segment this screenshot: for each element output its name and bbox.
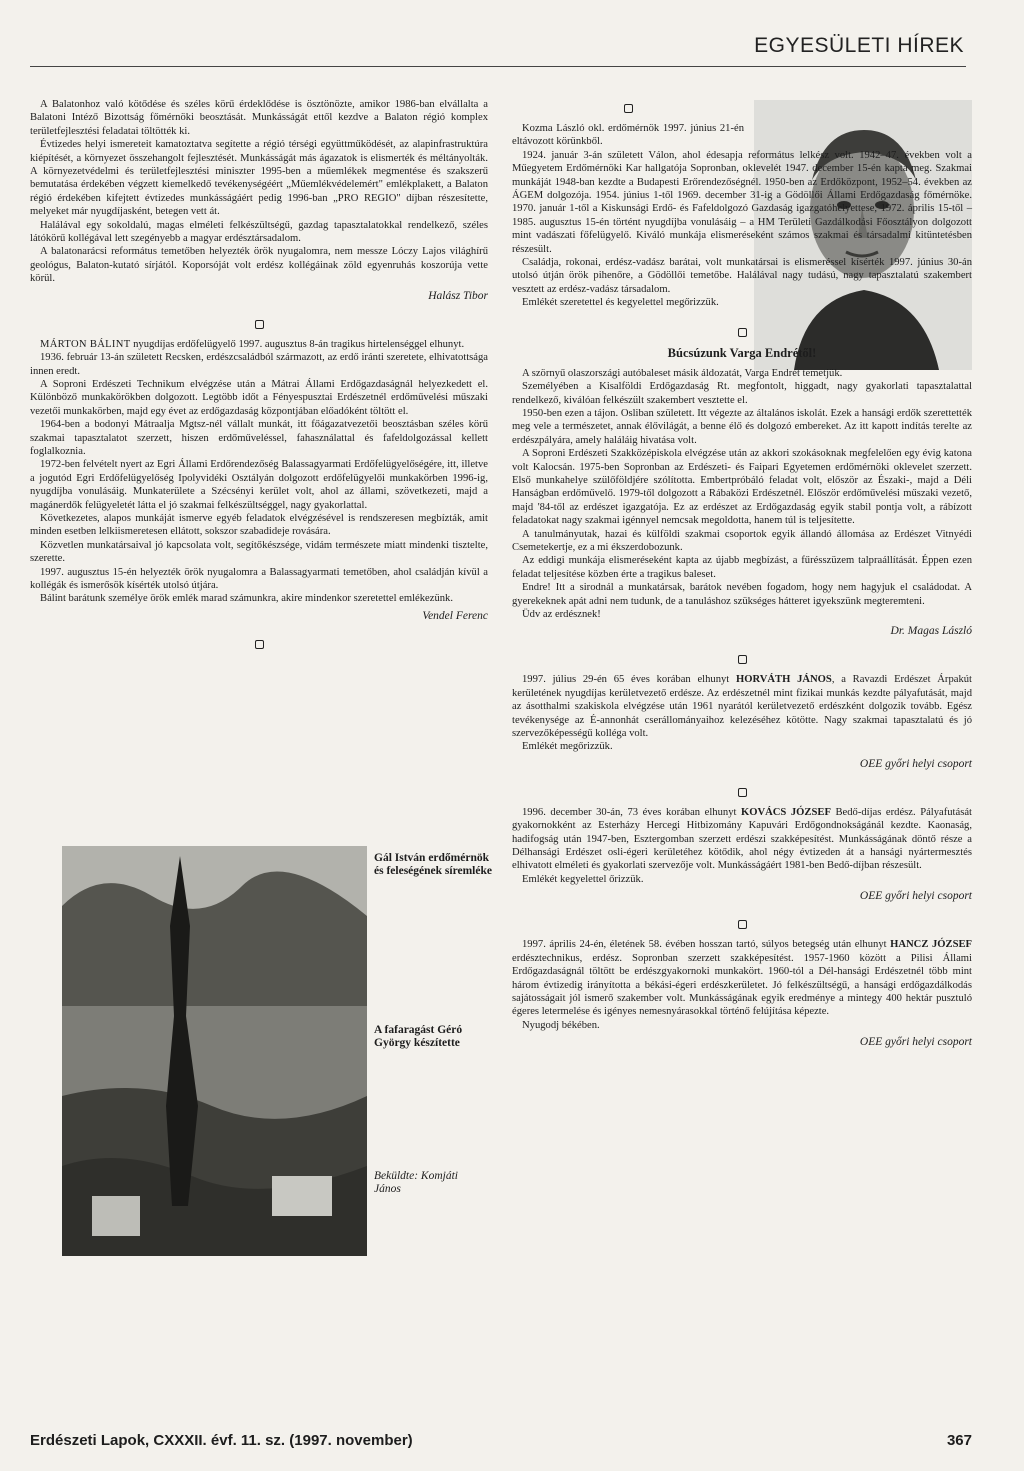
- varga-paragraph: A Soproni Erdészeti Szakközépiskola elvégzése után az akkori szokásoknak megfelelően egy évig katona volt Kalocsán. 1975-ben Sopronban az Erdészeti- és Faipari Egyetemen erdőmérnöki oklevelet szerzett. Első munkahelye szülőföldjére szólította. Embertpróbáló feladat volt, először az Északi-, majd a Déli Hanságban erdőművelő. 1979-től dolgozott a Rábaközi Erdészetnél. Először erdőművelési műszaki vezető, majd '84-től az erdészet igazgatója. Ez az erdészet az Erdőgazdaság egyik stabil pontja volt, a rábízott feladatokat nagy szakmai igénnyel nemcsak megoldotta, hanem túl is teljesítette.: [512, 448, 972, 527]
- balaton-paragraph: Halálával egy sokoldalú, magas elméleti felkészültségű, gazdag tapasztalatokkal rendelkező, széles látókörű kollégával lett szegényebb a magyar erdésztársadalom.: [30, 219, 488, 245]
- obituary-text: Bedő-díjas erdész. Pályafutását gyakornokként az Esterházy Hercegi Hitbizomány Kapuvári Erdőgondnokságánál kezdte. Kaonaság, hadifogság után 1947-ben, Esztergomban szerzett erdészi szakképesítést. Munkásságának döntő része a Délhansági Erdészet osli-égeri kerületéhez kötődik, ahol négy évtizeden át a hansági nyártermesztés elhivatott elméleti és gyakorlati szervezője volt. Munkásságáért 1981-ben Bedő-díjban részesült.: [512, 806, 972, 872]
- marton-paragraph: 1936. február 13-án született Recsken, erdészcsaládból származott, az erdő iránti szeretete, elhivatottsága innen eredt.: [30, 352, 488, 377]
- separator-icon: [512, 916, 972, 926]
- deceased-name: HANCZ JÓZSEF: [890, 939, 972, 951]
- kovacs-paragraph: [512, 806, 972, 873]
- varga-paragraph: A tanulmányutak, hazai és külföldi szakmai csoportok egyik állandó állomása az Erdészet Vitnyédi Csemetekertje, ez a mi ékszerdobozunk.: [512, 528, 972, 553]
- obituary-text: , a Ravazdi Erdészet Árpakút kerületének nyugdíjas kerületvezető erdésze. Az erdészetnél mint fizikai munkás kezdte pályafutását, majd az ásotthalmi szakiskola elvégzése után 1961 nyarától kerületvezető erdészként dolgozik tovább. Egész tevékenysége az É-annonhát cserállományaihoz kelezéséhez kötötte. Nagy szakmai tapasztalatú és jó szervezőképességű kolléga volt.: [512, 674, 972, 740]
- left-column: [30, 98, 488, 658]
- signature: Dr. Magas László: [890, 625, 972, 638]
- closing-line: Emlékét megőrizzük.: [522, 741, 613, 753]
- marton-paragraph: 1964-ben a bodonyi Mátraalja Mgtsz-nél vállalt munkát, itt főágazatvezetői beosztásban széles körű szakmai tapasztalatot szerzett, hiszen erdőműveléssel, fahasználattal és fafeldolgozással kellett foglalkoznia.: [30, 419, 488, 457]
- varga-paragraph: 1950-ben ezen a tájon. Osliban született. Itt végezte az általános iskolát. Ezek a hansági erdők szerettették meg vele a természetet, annak élővilágát, a benne élő és dolgozó embereket. Az itt kapott indítás terelte az erdészpályára, amely haláláig hivatása volt.: [512, 407, 972, 446]
- varga-paragraph: Endre! Itt a sirodnál a munkatársak, barátok nevében fogadom, hogy nem hagyjuk el családodat. A gyerekeknek apát adni nem tudunk, de a tanuláshoz szükséges hátteret igyekszünk megteremteni.: [512, 582, 972, 607]
- intro-text: okl. erdőmérnök 1997. június 21-én eltávozott körünkből.: [512, 123, 745, 148]
- balaton-paragraph: A balatonarácsi református temetőben helyezték örök nyugalomra, nem messze Lóczy Lajos világhírű geológus, Balaton-kutató sírjától. Koporsóját volt erdész kollégáinak zöld egyenruhás koszorúja vette körül.: [30, 246, 488, 285]
- separator-icon: [512, 100, 744, 110]
- horvath-paragraph: [512, 673, 972, 740]
- signature: Halász Tibor: [428, 289, 488, 302]
- closing-line: Emlékét kegyelettel őrizzük.: [522, 873, 644, 885]
- journal-citation: Erdészeti Lapok, CXXXII. évf. 11. sz. (1997. november): [30, 1432, 413, 1449]
- deceased-name: KOVÁCS JÓZSEF: [741, 806, 831, 818]
- kozma-block: [512, 122, 744, 149]
- header-rule: [30, 66, 966, 67]
- balaton-paragraph: Évtizedes helyi ismereteit kamatoztatva segítette a régió térségi együttműködését, az alapinfrastruktúra kiépítését, a környezet összehangolt fejlesztését. Munkásságát más ágazatok is elismerték és méltányolták. A környezetvédelmi és területfejlesztési miniszter 1995-ben a műemlékek megmentése és szakszerű bemutatása érdekében végzett kiemelkedő tevékenységéért „Műemlékvédelemért" emlékplakett, a Balaton régió érdekében kifejtett évtizedes munkásságáért pedig 1996-ban „PRO REGIO" díjban részesítette, melyeket már nyugdíjasként, betegen vett át.: [30, 139, 488, 218]
- section-title: EGYESÜLETI HÍREK: [754, 34, 964, 57]
- marton-paragraph: A Soproni Erdészeti Technikum elvégzése után a Mátrai Állami Erdőgazdaságnál helyezkedett el. Különböző munkakörökben dolgozott. Legtöbb időt a Fényespusztai Erdészetnél erdőművelési műszaki vezetői munkakörben, majd egy évet az erdőgazdaság központjában előadóként töltött el.: [30, 378, 488, 417]
- separator-icon: [512, 784, 972, 794]
- kozma-paragraph: Emlékét szeretettel és kegyelettel megőrizzük.: [522, 297, 719, 309]
- marton-paragraph: 1997. augusztus 15-én helyezték örök nyugalomra a Balassagyarmati temetőben, ahol családján kívül a kollégák és ismerősök kísérték utolsó útjára.: [30, 566, 488, 591]
- intro-text: nyugdíjas erdőfelügyelő 1997. augusztus 8-án tragikus hirtelenséggel elhunyt.: [130, 338, 465, 350]
- separator-icon: [512, 324, 972, 334]
- varga-paragraph: Személyében a Kisalföldi Erdőgazdaság Rt. megfontolt, higgadt, nagy gyakorlati tapasztalattal rendelkező, kiválóan felkészült szakembert vesztette el.: [512, 381, 972, 406]
- separator-icon: [512, 651, 972, 661]
- marton-paragraph: Bálint barátunk személye örök emlék marad számunkra, akire mindenkor szeretettel emlékezünk.: [40, 593, 453, 605]
- balaton-paragraph: A Balatonhoz való kötődése és széles körű érdeklődése is ösztönözte, amikor 1986-ban elvállalta a Balatoni Intéző Bizottság főmérnöki beosztását. Munkásságát ettől kezdve a Balaton régió komplex területfejlesztési feladatai töltötték ki.: [30, 99, 488, 137]
- kozma-paragraph: Családja, rokonai, erdész-vadász barátai, volt munkatársai is elismeréssel kísérték 1997. június 30-án utolsó útján örök pihenőre, a Gödöllői temetőbe. Halálával nagy tudású, nagy tapasztalatú szakembert vesztett az erdész-vadász társadalom.: [512, 257, 972, 295]
- kozma-paragraph: [512, 149, 972, 256]
- signature: Vendel Ferenc: [422, 609, 488, 622]
- kozma-text: 1924. január 3-án született Válon, ahol édesapja református lelkész volt. 1942–47. években volt a Műegyetem Erdőmérnöki Kar hallgatója Sopronban, oklevelét 1947. december 15-én kapta meg. Szakmai munkáját 1948-ban kezdte a Budapesti Erőrendezőségnél. 1950-ben az Erdőközpont, 1952–54. években az ÁGEM dolgozója. 1954. június 1-től 1969. december 31-ig a Gödöllői Állami Erdőgazdaság főmérnöke. 1970. január 1-től a Kiskunsági Erdő- és Fafeldolgozó Gazdaság igazgatóhelyettese, 1972. április 15-től – 1985. augusztus 15-én történt nyugdíjba vonulásáig – a HM Területi Gazdálkodási Főosztályon dolgozott mint vadászati főfelügyelő. Kiváló munkája elismeréseként számos szakmai és társadalmi kitüntetésben részesült.: [512, 149, 972, 255]
- deceased-name: MÁRTON BÁLINT: [40, 338, 131, 350]
- separator-icon: [30, 636, 488, 646]
- varga-title: Búcsúzunk Varga Endrétől!: [667, 345, 817, 360]
- intro-text: 1997. július 29-én 65 éves korában elhunyt: [522, 674, 736, 686]
- marton-paragraph: Közvetlen munkatársaival jó kapcsolata volt, segítőkészsége, vidám természete miatt mindenki tisztelte, szerette.: [30, 539, 488, 565]
- signature: OEE győri helyi csoport: [859, 757, 972, 770]
- varga-paragraph: Üdv az erdésznek!: [522, 609, 601, 620]
- signature: OEE győri helyi csoport: [859, 890, 972, 903]
- hancz-paragraph: [512, 938, 972, 1018]
- intro-text: 1997. április 24-én, életének 58. évében hosszan tartó, súlyos betegség után elhunyt: [522, 939, 891, 951]
- photo-caption-title: Gál István erdőmérnök és feleségének síremléke: [374, 852, 492, 877]
- photo-caption-sender: Beküldte: Komjáti János: [374, 1170, 458, 1195]
- marton-paragraph: Következetes, alapos munkáját ismerve egyéb feladatok elvégzésével is rendszeresen megbízták, amit minden esetben lelkiismeretesen ellátott, sokszor szabadideje rovására.: [30, 512, 488, 538]
- obituary-intro: [30, 338, 488, 351]
- page-number: 367: [946, 1432, 972, 1449]
- deceased-name: HORVÁTH JÁNOS: [735, 674, 832, 686]
- marton-paragraph: 1972-ben felvételt nyert az Egri Állami Erdőrendezőség Balassagyarmati Erdőfelügyelőségére, itt, illetve a jogutód Egri Erdőfelügyelőség Ipolyvidéki Osztályán dolgozott erdőfelügyelői munkakörben 1996-ig, nyugdíjba vonulásáig. Munkaterülete a Szécsényi kerület volt, ahol az állami, szövetkezeti, majd a magánerdők felügyeletét látta el jó szakmai felkészültséggel, nagy gyakorlattal.: [30, 459, 488, 511]
- closing-line: Nyugodj békében.: [522, 1019, 600, 1031]
- obituary-intro: [512, 122, 744, 149]
- signature: OEE győri helyi csoport: [859, 1036, 972, 1049]
- intro-text: 1996. december 30-án, 73 éves korában elhunyt: [522, 806, 741, 818]
- separator-icon: [30, 316, 488, 326]
- deceased-name: Kozma László: [522, 123, 585, 134]
- varga-paragraph: A szörnyű olaszországi autóbaleset másik áldozatát, Varga Endrét temetjük.: [522, 367, 843, 379]
- memorial-photo: [62, 846, 367, 1256]
- varga-paragraph: Az eddigi munkája elismeréseként kapta az újabb megbízást, a fűrésszüzem talpraállítását. Éppen ezen feladat teljesítése közben érte a tragikus baleset.: [512, 555, 972, 580]
- obituary-text: erdésztechnikus, erdész. Sopronban szerzett szakképesítést. 1957-1960 között a Pilisi Állami Erdőgazdaságnál töltött be erdészgyakornoki munkakört. 1960-tól a Dél-hansági Erdészetnél több mint három évtizedig irányította a békási-égeri erdészkerületet. Jó felkészültségű, a hansági erdőgazdálkodás sajátosságait jól ismerő szakember volt. Munkásságának egyik eredménye a mintegy 400 hektár pusztuló égeres letermelése és igényes nemesnyárasokkal történő felújítása képezte.: [512, 952, 972, 1018]
- photo-caption-author: A fafaragást Géró György készítette: [374, 1024, 463, 1049]
- right-column: [512, 98, 972, 1048]
